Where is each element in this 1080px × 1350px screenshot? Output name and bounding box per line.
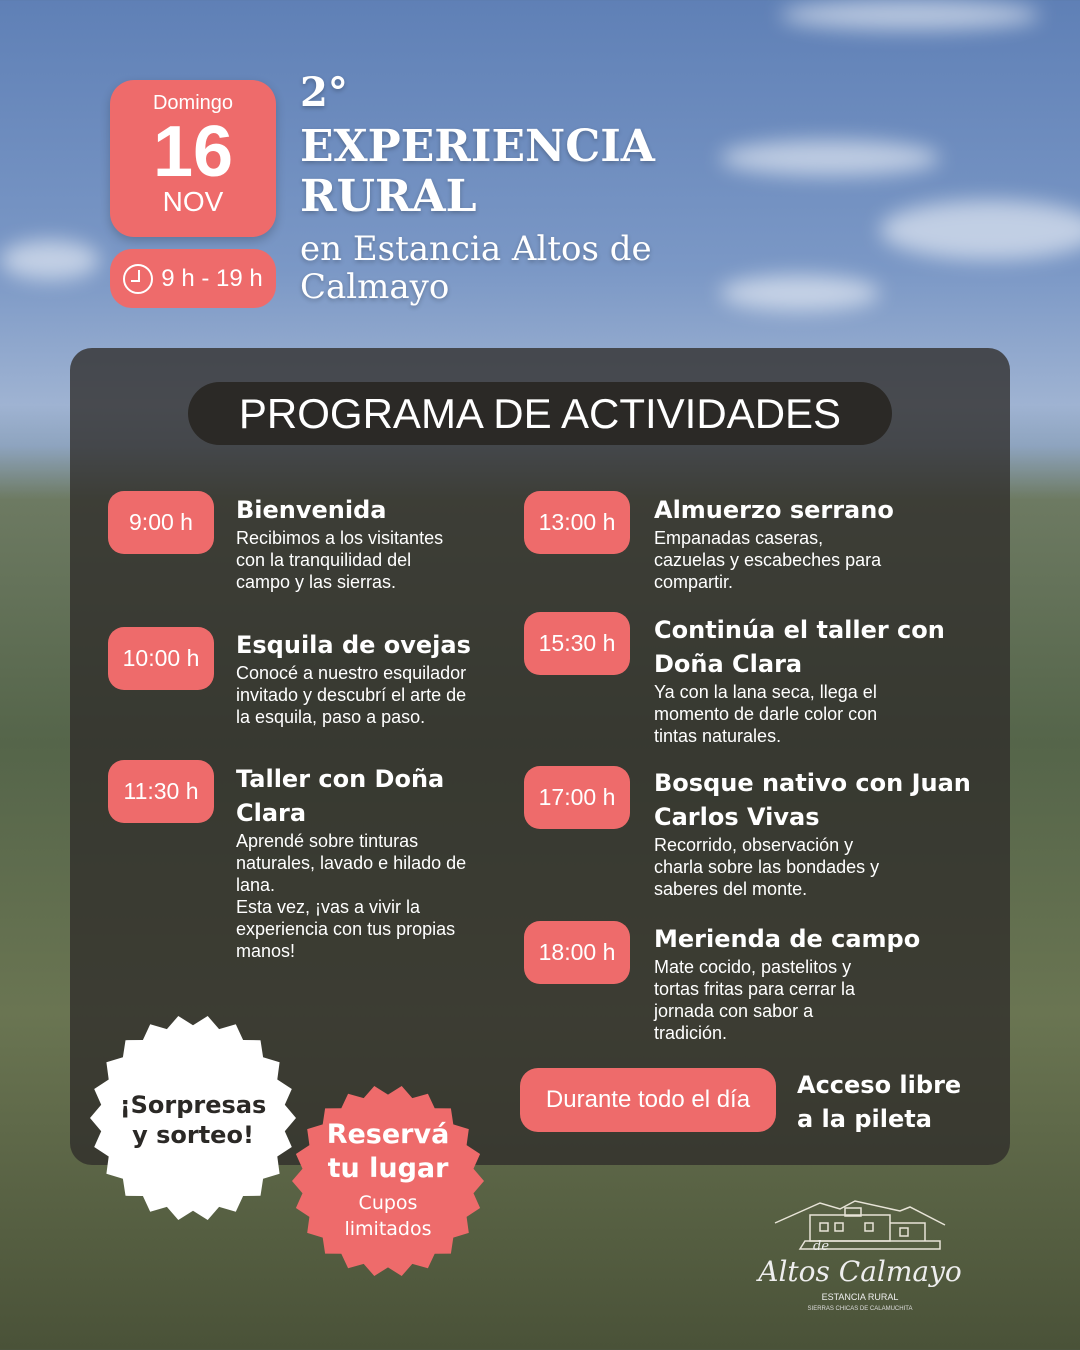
activity-description: Mate cocido, pastelitos y tortas fritas para cerrar la jornada con sabor a tradición. (654, 957, 856, 1043)
logo-type: ESTANCIA RURAL (821, 1292, 899, 1302)
activity-title: Esquila de ovejas (236, 631, 471, 659)
time-pill: 18:00 h (524, 921, 630, 984)
activity-item (654, 613, 974, 747)
activity-item (654, 493, 974, 593)
activity-item (654, 766, 974, 900)
activity-item (236, 628, 516, 728)
cloud (880, 200, 1080, 260)
activity-item (236, 493, 516, 593)
time-pill: 13:00 h (524, 491, 630, 554)
logo-de: de (813, 1239, 830, 1254)
activity-item (236, 762, 516, 962)
activity-description: Empanadas caseras, cazuelas y escabeches para compartir. (654, 528, 882, 592)
event-title: EXPERIENCIA RURAL (300, 121, 655, 222)
month: NOV (162, 186, 224, 217)
program-title: PROGRAMA DE ACTIVIDADES (188, 382, 892, 445)
activity-description: Aprendé sobre tinturas naturales, lavado e hilado de lana. Esta vez, ¡vas a vivir la experiencia con tus propias manos! (236, 831, 467, 961)
activity-title: Bosque nativo con Juan Carlos Vivas (654, 769, 971, 831)
activity-title: Merienda de campo (654, 925, 921, 953)
logo-region: SIERRAS CHICAS DE CALAMUCHITA (807, 1306, 913, 1312)
edition: 2° (300, 69, 348, 116)
activity-title: Almuerzo serrano (654, 496, 894, 524)
activity-item (654, 922, 974, 1044)
date-badge (110, 80, 276, 237)
time-pill: 15:30 h (524, 612, 630, 675)
hours-badge (110, 249, 276, 308)
hours-text: 9 h - 19 h (161, 264, 263, 292)
time-pill: 11:30 h (108, 760, 214, 823)
activity-title: Bienvenida (236, 496, 387, 524)
time-pill: 10:00 h (108, 627, 214, 690)
clock-icon (123, 264, 153, 294)
cloud (720, 140, 940, 176)
time-pill: 9:00 h (108, 491, 214, 554)
house-mountain-icon (735, 1195, 985, 1255)
activity-title: Taller con Doña Clara (236, 765, 445, 827)
activity-description: Recorrido, observación y charla sobre las bondades y saberes del monte. (654, 835, 880, 899)
reserve-text: Reservá tu lugar (326, 1119, 450, 1184)
cloud (720, 275, 880, 311)
activity-description: Ya con la lana seca, llega el momento de darle color con tintas naturales. (654, 682, 878, 746)
surprise-text: ¡Sorpresas y sorteo! (119, 1091, 267, 1149)
event-subtitle: en Estancia Altos de Calmayo (300, 229, 652, 307)
all-day-badge: Durante todo el día (520, 1068, 776, 1132)
cloud (0, 240, 100, 280)
activity-description: Conocé a nuestro esquilador invitado y descubrí el arte de la esquila, paso a paso. (236, 663, 467, 727)
pool-access-text: Acceso libre a la pileta (797, 1071, 962, 1133)
activity-title: Continúa el taller con Doña Clara (654, 616, 945, 678)
activity-description: Recibimos a los visitantes con la tranquilidad del campo y las sierras. (236, 528, 444, 592)
logo (735, 1195, 985, 1320)
limited-spots-text: Cupos limitados (344, 1192, 432, 1240)
day: 16 (152, 112, 234, 192)
weekday: Domingo (152, 92, 234, 114)
time-pill: 17:00 h (524, 766, 630, 829)
cloud (780, 0, 1040, 30)
logo-name: Altos Calmayo (758, 1255, 962, 1288)
